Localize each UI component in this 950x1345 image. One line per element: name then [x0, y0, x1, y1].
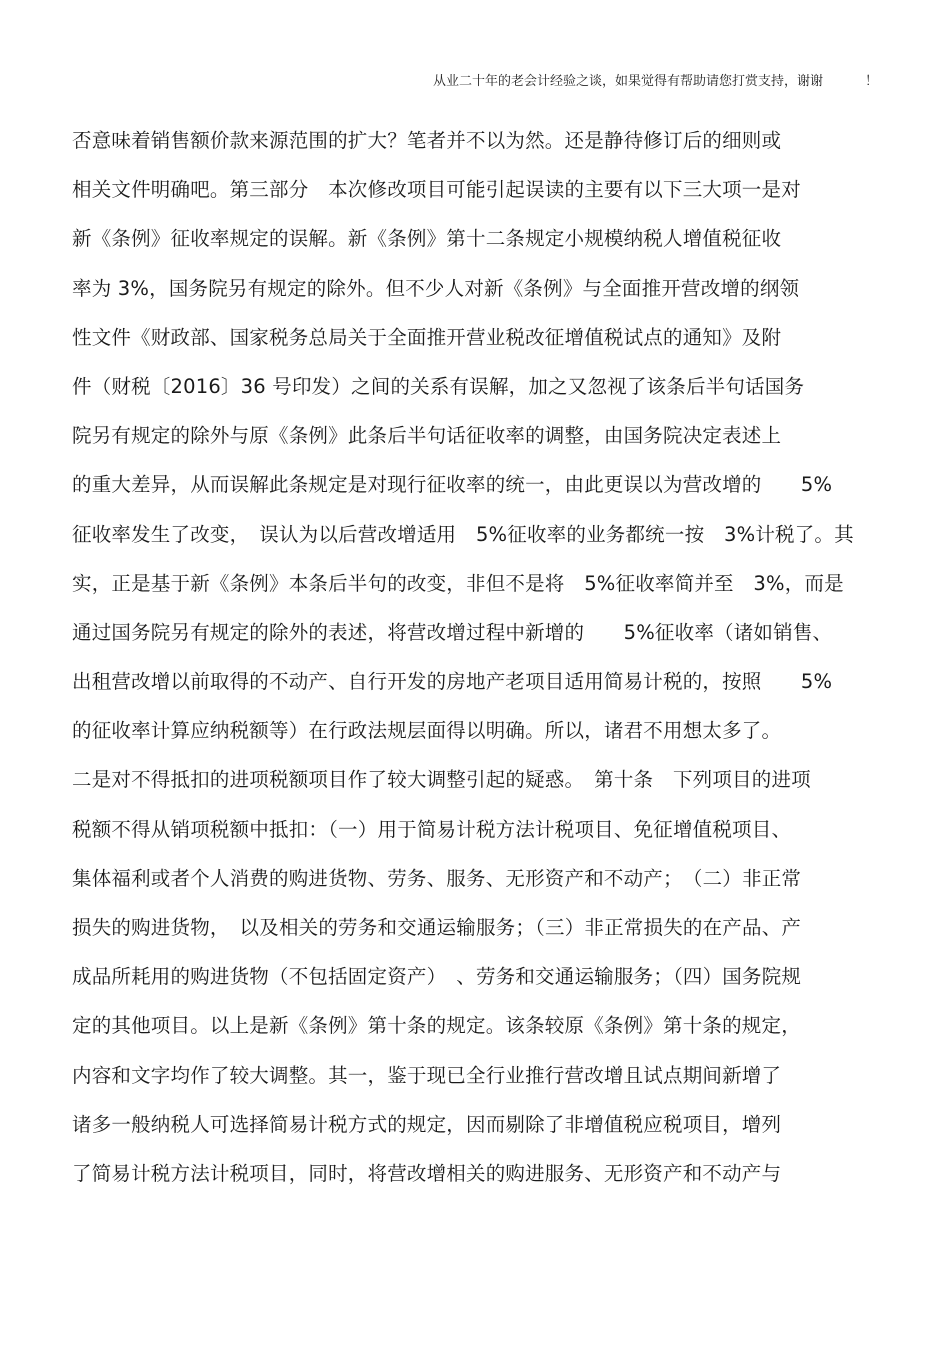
text-line: 的重大差异，从而误解此条规定是对现行征收率的统一，由此更误以为营改增的 5% — [72, 473, 833, 497]
text-line: 的征收率计算应纳税额等）在行政法规层面得以明确。所以，诸君不用想太多了。 — [72, 719, 782, 743]
text-line: 成品所耗用的购进货物（不包括固定资产） 、劳务和交通运输服务；（四）国务院规 — [72, 965, 802, 989]
text-line: 新《条例》征收率规定的误解。新《条例》第十二条规定小规模纳税人增值税征收 — [72, 227, 782, 251]
text-line: 相关文件明确吧。第三部分 本次修改项目可能引起误读的主要有以下三大项一是对 — [72, 178, 801, 202]
text-line: 征收率发生了改变， 误认为以后营改增适用 5%征收率的业务都统一按 3%计税了。其 — [72, 522, 854, 546]
text-line: 税额不得从销项税额中抵扣：（一）用于简易计税方法计税项目、免征增值税项目、 — [72, 817, 792, 841]
text-line: 实，正是基于新《条例》本条后半句的改变，非但不是将 5%征收率简并至 3%，而是 — [72, 571, 844, 595]
text-line: 集体福利或者个人消费的购进货物、劳务、服务、无形资产和不动产； （二）非正常 — [72, 866, 802, 890]
text-line: 了简易计税方法计税项目，同时，将营改增相关的购进服务、无形资产和不动产与 — [72, 1161, 782, 1185]
text-line: 出租营改增以前取得的不动产、自行开发的房地产老项目适用简易计税的，按照 5% — [72, 670, 833, 694]
text-line: 通过国务院另有规定的除外的表述，将营改增过程中新增的 5%征收率（诸如销售、 — [72, 620, 833, 644]
text-line: 件（财税〔2016〕36 号印发）之间的关系有误解，加之又忽视了该条后半句话国务 — [72, 374, 805, 398]
text-line: 诸多一般纳税人可选择简易计税方式的规定，因而剔除了非增值税应税项目，增列 — [72, 1112, 782, 1136]
header-note-exclamation: ！ — [864, 74, 878, 89]
text-line: 否意味着销售额价款来源范围的扩大？笔者并不以为然。还是静待修订后的细则或 — [72, 129, 782, 152]
body-text — [72, 127, 892, 1209]
text-line: 内容和文字均作了较大调整。其一，鉴于现已全行业推行营改增且试点期间新增了 — [72, 1063, 782, 1087]
text-line: 性文件《财政部、国家税务总局关于全面推开营业税改征增值税试点的通知》及附 — [72, 325, 782, 349]
text-line: 定的其他项目。以上是新《条例》第十条的规定。该条较原《条例》第十条的规定， — [72, 1014, 801, 1038]
text-line: 院另有规定的除外与原《条例》此条后半句话征收率的调整，由国务院决定表述上 — [72, 424, 782, 448]
text-line: 损失的购进货物， 以及相关的劳务和交通运输服务；（三）非正常损失的在产品、产 — [72, 916, 802, 939]
header-note-text: 从业二十年的老会计经验之谈，如果觉得有帮助请您打赏支持，谢谢 — [432, 74, 823, 89]
header-note — [433, 70, 878, 89]
text-line: 二是对不得抵扣的进项税额项目作了较大调整引起的疑惑。 第十条 下列项目的进项 — [72, 768, 811, 792]
text-line: 率为 3%，国务院另有规定的除外。但不少人对新《条例》与全面推开营改增的纲领 — [72, 276, 800, 300]
